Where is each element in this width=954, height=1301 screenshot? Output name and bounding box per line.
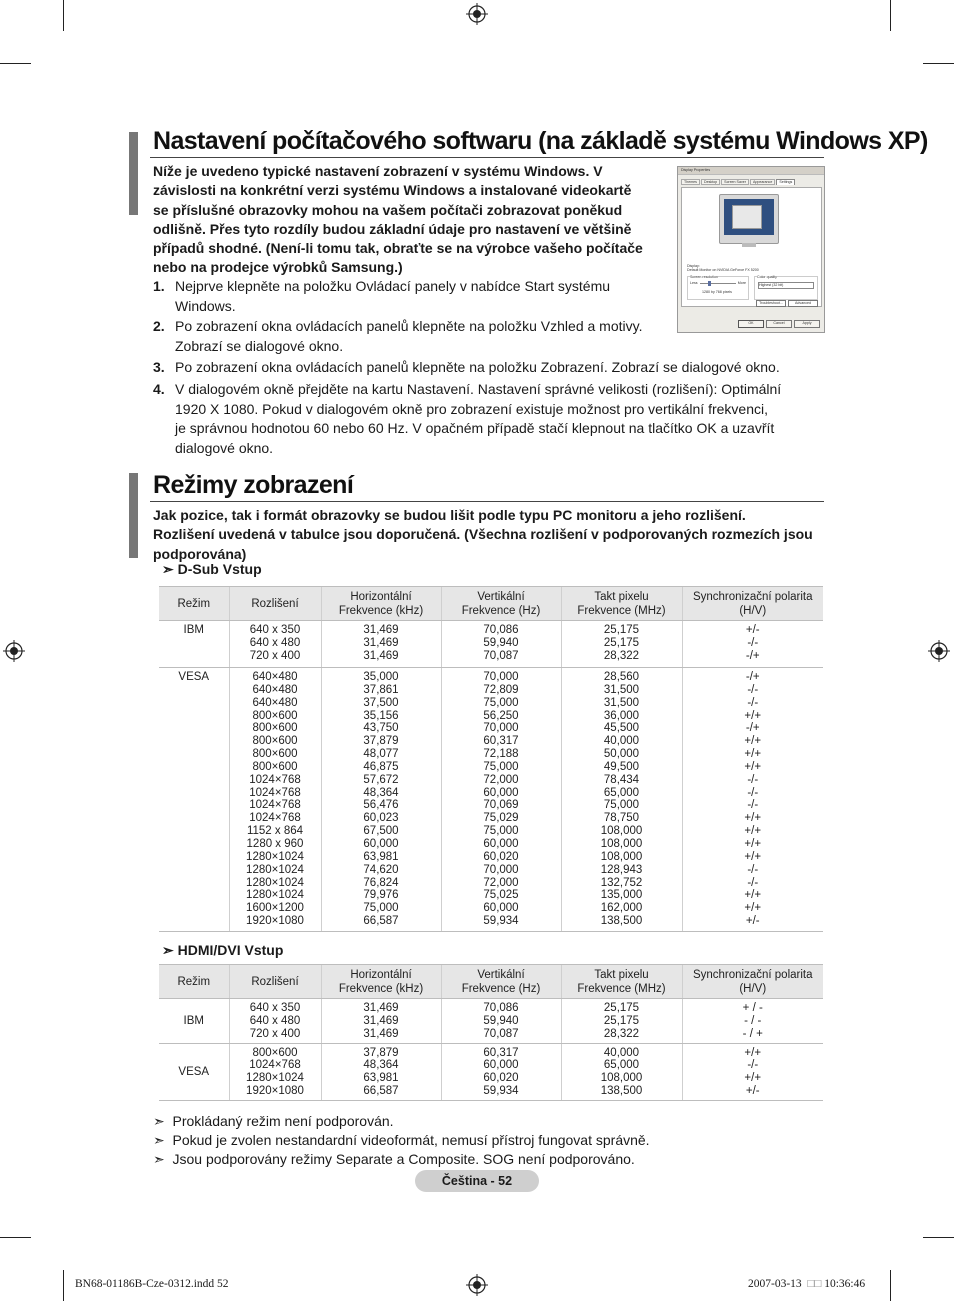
resolution-value: 1280 by 768 pixels [702, 290, 732, 294]
crop-mark [890, 1270, 891, 1301]
arrow-icon: ➣ [162, 561, 174, 577]
header-pixel: Takt pixelu Frekvence (MHz) [561, 965, 682, 999]
tab-themes[interactable]: Themes [681, 179, 700, 185]
cancel-button[interactable]: Cancel [766, 320, 792, 328]
dialog-title: Display Properties [678, 167, 824, 175]
table-row: IBM 640 x 350 640 x 480 720 x 400 31,469 31,469 31,469 70,086 59,940 70,087 25,175 25,175 28,322 +/- -/- -/+ [159, 621, 823, 668]
crop-mark [0, 1237, 31, 1238]
table-header-row [159, 587, 823, 621]
note-arrow-icon: ➣ [153, 1132, 165, 1148]
step-text: Po zobrazení okna ovládacích panelů klepněte na položku Zobrazení. Zobrazí se dialogové okno. [175, 359, 780, 375]
step-number: 4. [153, 381, 165, 397]
crop-mark [890, 0, 891, 31]
list-item: ➣ Pokud je zvolen nestandardní videoformát, nemusí přístroj fungovat správně. [153, 1132, 650, 1148]
step-text: Po zobrazení okna ovládacích panelů klepněte na položku Vzhled a motivy. Zobrazí se dialogové okno. [175, 318, 643, 354]
section-bar [129, 132, 138, 215]
tab-desktop[interactable]: Desktop [701, 179, 720, 185]
tab-settings[interactable]: Settings [776, 179, 795, 185]
registration-mark-icon [928, 640, 950, 662]
ok-button[interactable]: OK [738, 320, 764, 328]
tab-screen-saver[interactable]: Screen Saver [721, 179, 749, 185]
footer-file: BN68-01186B-Cze-0312.indd 52 [75, 1278, 229, 1290]
troubleshoot-button[interactable]: Troubleshoot... [756, 300, 786, 307]
section-title: Režimy zobrazení [153, 471, 354, 499]
crop-mark [923, 1237, 954, 1238]
section-bar [129, 473, 138, 558]
monitor-screen [724, 199, 774, 235]
dialog-panel [681, 187, 822, 307]
quality-group: Color quality Highest (32 bit) [754, 276, 818, 300]
crop-mark [63, 1270, 64, 1301]
note-arrow-icon: ➣ [153, 1151, 165, 1167]
header-vertical: Vertikální Frekvence (Hz) [441, 587, 561, 621]
quality-select[interactable]: Highest (32 bit) [758, 282, 814, 289]
less-label: Less [690, 281, 698, 285]
header-mode: Režim [159, 587, 229, 621]
registration-mark-icon [466, 3, 488, 25]
apply-button[interactable]: Apply [794, 320, 820, 328]
resolution-slider[interactable] [700, 283, 736, 284]
step-number: 3. [153, 359, 165, 375]
arrow-icon: ➣ [162, 942, 174, 958]
monitor-preview [719, 194, 779, 244]
list-item: ➣ Jsou podporovány režimy Separate a Composite. SOG není podporováno. [153, 1151, 635, 1167]
registration-mark-icon [3, 640, 25, 662]
header-horizontal: Horizontální Frekvence (kHz) [321, 965, 441, 999]
tab-appearance[interactable]: Appearance [750, 179, 775, 185]
list-item: ➣ Prokládaný režim není podporován. [153, 1113, 394, 1129]
header-horizontal: Horizontální Frekvence (kHz) [321, 587, 441, 621]
display-properties-dialog [677, 166, 825, 333]
step-number: 2. [153, 318, 165, 334]
section1-intro: Níže je uvedeno typické nastavení zobrazení v systému Windows. V závislosti na konkrétní verzi systému Windows a instalované videokartě se příslušné obrazovky mohou na vašem počítači zobrazovat poněkud odlišně. Přes tyto rozdíly budou základní údaje pro nastavení ve většině případů shodné. (Není-li tomu tak, obraťte se na výrobce vašeho počítače nebo na prodejce výrobků Samsung.) [153, 163, 643, 276]
dsub-table [159, 586, 823, 932]
notes-list [153, 1112, 650, 1169]
more-label: More [737, 281, 746, 285]
table-row: VESA 800×600 1024×768 1280×1024 1920×1080 37,879 48,364 63,981 66,587 60,317 60,000 60,020 59,934 40,000 65,000 108,000 138,500 +/+ -/- +/+ +/- [159, 1043, 823, 1100]
registration-mark-icon [466, 1274, 488, 1296]
dsub-label: ➣ D-Sub Vstup [162, 561, 262, 577]
header-pixel: Takt pixelu Frekvence (MHz) [561, 587, 682, 621]
slider-thumb[interactable] [708, 281, 711, 286]
step-text: Nejprve klepněte na položku Ovládací panely v nabídce Start systému Windows. [175, 278, 611, 314]
title-rule [150, 157, 824, 158]
crop-mark [0, 63, 31, 64]
header-resolution: Rozlišení [229, 965, 321, 999]
table-row: IBM 640 x 350 640 x 480 720 x 400 31,469 31,469 31,469 70,086 59,940 70,087 25,175 25,175 28,322 + / - - / - - / + [159, 999, 823, 1044]
header-polarity: Synchronizační polarita (H/V) [682, 587, 823, 621]
note-arrow-icon: ➣ [153, 1113, 165, 1129]
dialog-tabs [681, 179, 821, 185]
header-vertical: Vertikální Frekvence (Hz) [441, 965, 561, 999]
title-rule [150, 501, 824, 502]
hdmi-table [159, 964, 823, 1101]
header-resolution: Rozlišení [229, 587, 321, 621]
section2-intro: Jak pozice, tak i formát obrazovky se budou lišit podle typu PC monitoru a jeho rozlišení. Rozlišení uvedená v tabulce jsou doporučená. (Všechna rozlišení v podporovaných rozmezích jsou podporována) [153, 507, 813, 562]
table-header-row [159, 965, 823, 999]
step-number: 1. [153, 278, 165, 294]
table-row: VESA 640×480 640×480 640×480 800×600 800×600 800×600 800×600 800×600 1024×768 1024×768 1024×768 1024×768 1152 x 864 1280 x 960 1280×1024 1280×1024 1280×1024 1280×1024 1600×1200 1920×1080 35,000 37,861 37,500 35,156 43,750 37,879 48,077 46,875 57,672 48,364 56,476 60,023 67,500 60,000 63,981 74,620 76,824 79,976 75,000 66,587 70,000 72,809 75,000 56,250 70,000 60,317 72,188 75,000 72,000 60,000 70,069 75,029 75,000 60,000 60,020 70,000 72,000 75,025 60,000 59,934 28,560 31,500 31,500 36,000 45,500 40,000 50,000 49,500 78,434 65,000 75,000 78,750 108,000 108,000 108,000 128,943 132,752 135,000 162,000 138,500 -/+ -/- -/- +/+ -/+ +/+ +/+ +/+ -/- -/- -/- +/+ +/+ +/+ +/+ -/- -/- +/+ +/+ +/- [159, 668, 823, 932]
step-text: V dialogovém okně přejděte na kartu Nastavení. Nastavení správné velikosti (rozlišení): Optimální 1920 X 1080. Pokud v dialogovém okně pro zobrazení existuje možnost pro vertikální frekvenci, je správnou hodnotou 60 nebo 60 Hz. V opačném případě stačí klepnout na tlačítko OK a uzavřít dialogové okno. [175, 381, 782, 456]
header-polarity: Synchronizační polarita (H/V) [682, 965, 823, 999]
hdmi-label: ➣ HDMI/DVI Vstup [162, 942, 284, 958]
display-value: Default Monitor on NVIDIA GeForce FX 5200 [687, 268, 759, 272]
crop-mark [923, 63, 954, 64]
footer-date: 2007-03-13 □□ 10:36:46 [748, 1278, 866, 1290]
header-mode: Režim [159, 965, 229, 999]
page-number-badge: Čeština - 52 [415, 1170, 539, 1192]
crop-mark [63, 0, 64, 31]
section-title: Nastavení počítačového softwaru (na základě systému Windows XP) [153, 127, 928, 155]
resolution-group: Screen resolution Less More 1280 by 768 pixels [687, 276, 749, 300]
display-label: Display: [687, 264, 700, 268]
advanced-button[interactable]: Advanced [788, 300, 818, 307]
